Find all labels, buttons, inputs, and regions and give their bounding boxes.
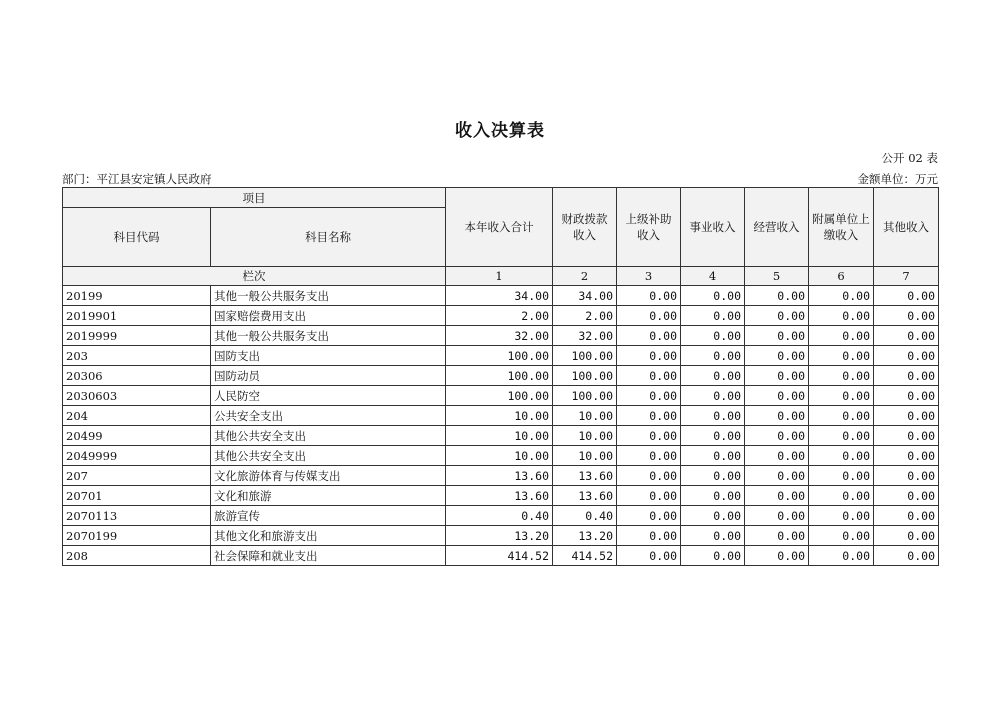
- subject-name-cell: 国防支出: [211, 346, 446, 366]
- amount-cell: 0.00: [617, 526, 681, 546]
- amount-cell: 0.00: [617, 446, 681, 466]
- amount-cell: 0.00: [874, 426, 939, 446]
- subject-code-cell: 20199: [63, 286, 211, 306]
- amount-cell: 0.00: [745, 546, 809, 566]
- subject-code-cell: 2070199: [63, 526, 211, 546]
- amount-cell: 0.00: [617, 546, 681, 566]
- amount-cell: 10.00: [446, 406, 553, 426]
- amount-cell: 0.00: [809, 466, 874, 486]
- amount-cell: 0.00: [874, 446, 939, 466]
- subject-name-cell: 其他一般公共服务支出: [211, 326, 446, 346]
- amount-cell: 10.00: [446, 426, 553, 446]
- table-row: [63, 446, 939, 466]
- subject-name-cell: 国家赔偿费用支出: [211, 306, 446, 326]
- table-row: [63, 526, 939, 546]
- amount-cell: 414.52: [446, 546, 553, 566]
- table-row: [63, 426, 939, 446]
- amount-cell: 10.00: [553, 406, 617, 426]
- amount-cell: 0.00: [809, 526, 874, 546]
- header-operating: 经营收入: [745, 188, 809, 267]
- amount-cell: 0.00: [809, 506, 874, 526]
- amount-cell: 0.00: [874, 406, 939, 426]
- amount-cell: 100.00: [446, 346, 553, 366]
- amount-cell: 0.00: [809, 306, 874, 326]
- amount-cell: 0.00: [874, 546, 939, 566]
- amount-cell: 10.00: [446, 446, 553, 466]
- amount-cell: 13.20: [446, 526, 553, 546]
- table-row: [63, 546, 939, 566]
- header-code: 科目代码: [63, 208, 211, 267]
- amount-cell: 0.00: [681, 406, 745, 426]
- table-body: [63, 286, 939, 566]
- amount-cell: 13.20: [553, 526, 617, 546]
- header-project: 项目: [63, 188, 446, 208]
- subject-name-cell: 社会保障和就业支出: [211, 546, 446, 566]
- table-row: [63, 286, 939, 306]
- subject-name-cell: 公共安全支出: [211, 406, 446, 426]
- amount-cell: 0.00: [809, 366, 874, 386]
- subject-code-cell: 2070113: [63, 506, 211, 526]
- header-total: 本年收入合计: [446, 188, 553, 267]
- subject-name-cell: 其他文化和旅游支出: [211, 526, 446, 546]
- amount-cell: 0.00: [681, 346, 745, 366]
- amount-cell: 100.00: [553, 366, 617, 386]
- amount-cell: 0.00: [809, 546, 874, 566]
- department-label: 部门：平江县安定镇人民政府: [62, 172, 212, 186]
- amount-cell: 100.00: [446, 386, 553, 406]
- amount-cell: 10.00: [553, 446, 617, 466]
- table-row: [63, 406, 939, 426]
- header-superior-subsidy: 上级补助收入: [617, 188, 681, 267]
- amount-cell: 0.00: [617, 486, 681, 506]
- amount-cell: 0.40: [446, 506, 553, 526]
- amount-cell: 0.00: [874, 466, 939, 486]
- income-table: [62, 187, 939, 566]
- header-index-number: 7: [874, 267, 939, 286]
- subject-name-cell: 文化和旅游: [211, 486, 446, 506]
- amount-cell: 0.00: [617, 346, 681, 366]
- amount-cell: 0.00: [745, 366, 809, 386]
- header-other: 其他收入: [874, 188, 939, 267]
- subject-name-cell: 国防动员: [211, 366, 446, 386]
- amount-cell: 100.00: [553, 386, 617, 406]
- table-row: [63, 506, 939, 526]
- table-row: [63, 366, 939, 386]
- amount-cell: 0.00: [617, 306, 681, 326]
- amount-cell: 0.00: [809, 386, 874, 406]
- amount-cell: 0.00: [745, 526, 809, 546]
- subject-code-cell: 2049999: [63, 446, 211, 466]
- subject-code-cell: 208: [63, 546, 211, 566]
- subject-code-cell: 2030603: [63, 386, 211, 406]
- amount-cell: 0.00: [874, 526, 939, 546]
- table-row: [63, 486, 939, 506]
- amount-cell: 0.00: [681, 286, 745, 306]
- subject-name-cell: 其他公共安全支出: [211, 446, 446, 466]
- header-index-number: 6: [809, 267, 874, 286]
- amount-cell: 414.52: [553, 546, 617, 566]
- amount-cell: 0.00: [745, 506, 809, 526]
- amount-cell: 0.00: [745, 346, 809, 366]
- amount-cell: 0.00: [745, 306, 809, 326]
- amount-cell: 0.00: [681, 326, 745, 346]
- amount-cell: 0.00: [681, 386, 745, 406]
- amount-cell: 0.00: [681, 366, 745, 386]
- table-header: [63, 188, 939, 286]
- amount-unit-label: 金额单位：万元: [857, 172, 938, 186]
- amount-cell: 0.00: [745, 446, 809, 466]
- amount-cell: 0.00: [681, 506, 745, 526]
- header-index-number: 4: [681, 267, 745, 286]
- subject-name-cell: 人民防空: [211, 386, 446, 406]
- amount-cell: 0.00: [809, 406, 874, 426]
- header-index-number: 2: [553, 267, 617, 286]
- amount-cell: 2.00: [446, 306, 553, 326]
- amount-cell: 0.00: [745, 466, 809, 486]
- subject-code-cell: 2019999: [63, 326, 211, 346]
- amount-cell: 0.00: [809, 346, 874, 366]
- header-affiliated: 附属单位上缴收入: [809, 188, 874, 267]
- amount-cell: 32.00: [553, 326, 617, 346]
- amount-cell: 32.00: [446, 326, 553, 346]
- amount-cell: 0.00: [617, 366, 681, 386]
- amount-cell: 0.00: [809, 486, 874, 506]
- table-row: [63, 306, 939, 326]
- subject-name-cell: 其他一般公共服务支出: [211, 286, 446, 306]
- subject-code-cell: 20701: [63, 486, 211, 506]
- amount-cell: 0.00: [617, 466, 681, 486]
- amount-cell: 0.00: [874, 306, 939, 326]
- header-index-number: 1: [446, 267, 553, 286]
- amount-cell: 34.00: [446, 286, 553, 306]
- amount-cell: 0.00: [745, 486, 809, 506]
- form-number: 公开 02 表: [881, 151, 938, 165]
- amount-cell: 0.00: [617, 426, 681, 446]
- amount-cell: 0.00: [874, 286, 939, 306]
- amount-cell: 0.00: [617, 326, 681, 346]
- amount-cell: 0.00: [681, 486, 745, 506]
- amount-cell: 0.00: [745, 326, 809, 346]
- amount-cell: 0.00: [874, 366, 939, 386]
- table-row: [63, 466, 939, 486]
- subject-code-cell: 204: [63, 406, 211, 426]
- amount-cell: 0.00: [681, 466, 745, 486]
- amount-cell: 0.00: [745, 286, 809, 306]
- table-row: [63, 386, 939, 406]
- amount-cell: 13.60: [446, 486, 553, 506]
- amount-cell: 0.00: [681, 306, 745, 326]
- amount-cell: 0.00: [809, 426, 874, 446]
- subject-name-cell: 文化旅游体育与传媒支出: [211, 466, 446, 486]
- amount-cell: 0.00: [809, 326, 874, 346]
- amount-cell: 0.00: [681, 426, 745, 446]
- subject-code-cell: 207: [63, 466, 211, 486]
- header-name: 科目名称: [211, 208, 446, 267]
- amount-cell: 0.00: [874, 386, 939, 406]
- amount-cell: 10.00: [553, 426, 617, 446]
- amount-cell: 0.00: [681, 526, 745, 546]
- amount-cell: 0.00: [681, 546, 745, 566]
- page-title: 收入决算表: [455, 121, 545, 141]
- amount-cell: 0.00: [617, 286, 681, 306]
- amount-cell: 100.00: [553, 346, 617, 366]
- amount-cell: 0.40: [553, 506, 617, 526]
- header-index-number: 3: [617, 267, 681, 286]
- header-index-number: 5: [745, 267, 809, 286]
- amount-cell: 34.00: [553, 286, 617, 306]
- header-fiscal: 财政拨款收入: [553, 188, 617, 267]
- amount-cell: 0.00: [874, 346, 939, 366]
- subject-code-cell: 20306: [63, 366, 211, 386]
- subject-name-cell: 其他公共安全支出: [211, 426, 446, 446]
- amount-cell: 0.00: [617, 406, 681, 426]
- amount-cell: 13.60: [553, 486, 617, 506]
- amount-cell: 0.00: [745, 386, 809, 406]
- subject-name-cell: 旅游宣传: [211, 506, 446, 526]
- amount-cell: 0.00: [617, 386, 681, 406]
- amount-cell: 0.00: [745, 426, 809, 446]
- subject-code-cell: 20499: [63, 426, 211, 446]
- table-row: [63, 346, 939, 366]
- amount-cell: 100.00: [446, 366, 553, 386]
- amount-cell: 0.00: [681, 446, 745, 466]
- header-business: 事业收入: [681, 188, 745, 267]
- amount-cell: 0.00: [809, 446, 874, 466]
- amount-cell: 0.00: [874, 326, 939, 346]
- subject-code-cell: 203: [63, 346, 211, 366]
- amount-cell: 0.00: [617, 506, 681, 526]
- table-row: [63, 326, 939, 346]
- amount-cell: 0.00: [809, 286, 874, 306]
- amount-cell: 0.00: [874, 506, 939, 526]
- header-index-label: 栏次: [63, 267, 446, 286]
- amount-cell: 0.00: [745, 406, 809, 426]
- amount-cell: 13.60: [553, 466, 617, 486]
- subject-code-cell: 2019901: [63, 306, 211, 326]
- amount-cell: 2.00: [553, 306, 617, 326]
- amount-cell: 13.60: [446, 466, 553, 486]
- amount-cell: 0.00: [874, 486, 939, 506]
